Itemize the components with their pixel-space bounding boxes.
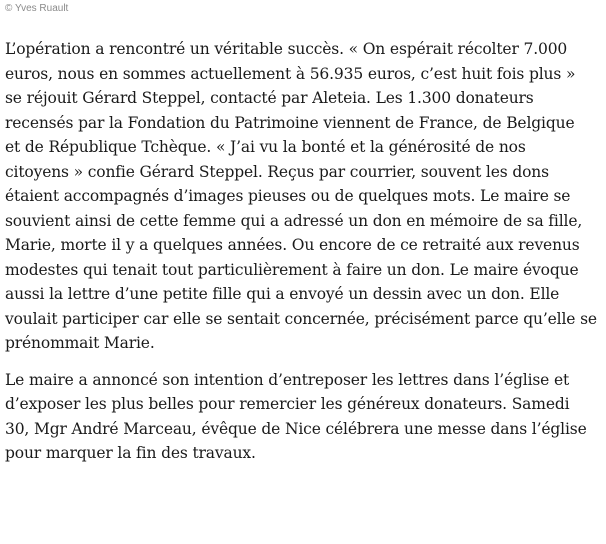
text-line: étaient accompagnés d’images pieuses ou de quelques mots. Le maire se (5, 187, 571, 205)
text-line: citoyens » confie Gérard Steppel. Reçus par courrier, souvent les dons (5, 162, 549, 181)
text-line: euros, nous en sommes actuellement à 56.935 euros, c’est huit fois plus » (5, 64, 576, 83)
text-line: Le maire a annoncé son intention d’entreposer les lettres dans l’église et (5, 370, 570, 389)
text-line: pour marquer la fin des travaux. (5, 444, 256, 462)
article-body (5, 37, 603, 466)
text-line: et de République Tchèque. « J’ai vu la bonté et la générosité de nos (5, 138, 526, 156)
text-line: Marie, morte il y a quelques années. Ou encore de ce retraité aux revenus (5, 236, 580, 254)
text-line: prénommait Marie. (5, 334, 155, 352)
text-line: recensés par la Fondation du Patrimoine viennent de France, de Belgique (5, 113, 575, 132)
text-line: aussi la lettre d’une petite fille qui a envoyé un dessin avec un don. Elle (5, 285, 560, 303)
article-paragraph (5, 37, 603, 356)
text-line: modestes qui tenait tout particulièrement à faire un don. Le maire évoque (5, 260, 579, 279)
article-paragraph (5, 368, 603, 466)
text-line: se réjouit Gérard Steppel, contacté par Aleteia. Les 1.300 donateurs (5, 89, 534, 107)
photo-credit: © Yves Ruault (5, 3, 69, 14)
text-line: souvient ainsi de cette femme qui a adressé un don en mémoire de sa fille, (5, 211, 583, 230)
text-line: voulait participer car elle se sentait concernée, précisément parce qu’elle se (5, 309, 597, 328)
text-line: d’exposer les plus belles pour remercier les généreux donateurs. Samedi (5, 395, 570, 413)
text-line: L’opération a rencontré un véritable succès. « On espérait récolter 7.000 (5, 40, 568, 58)
text-line: 30, Mgr André Marceau, évêque de Nice célébrera une messe dans l’église (5, 419, 587, 438)
